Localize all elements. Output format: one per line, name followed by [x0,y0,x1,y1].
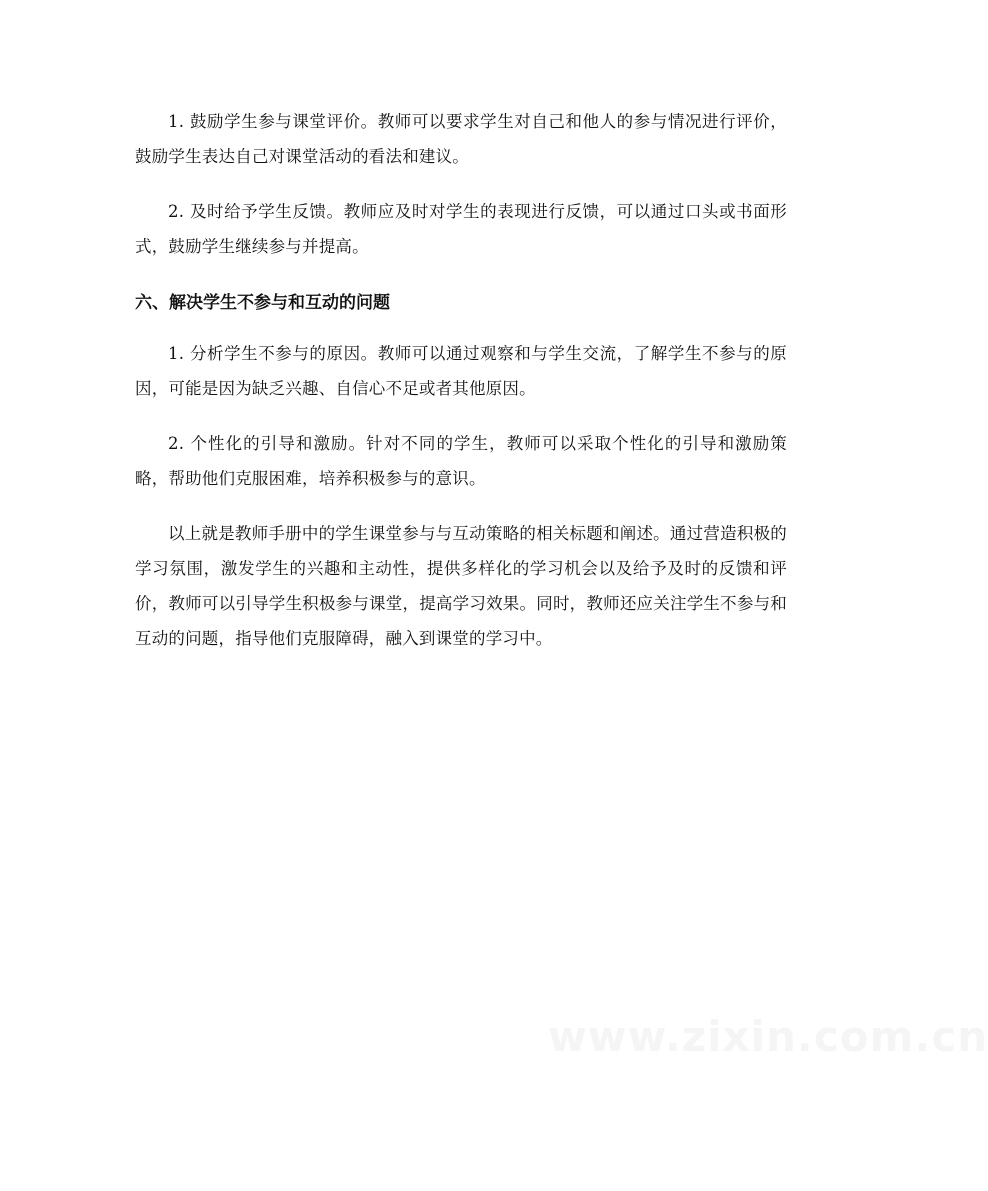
watermark: www.zixin.com.cn [548,1012,988,1061]
paragraph-analyze-reasons: 1. 分析学生不参与的原因。教师可以通过观察和与学生交流，了解学生不参与的原因，可能是因为缺乏兴趣、自信心不足或者其他原因。 [135,344,787,398]
section-heading: 六、解决学生不参与和互动的问题 [135,293,390,313]
paragraph-encourage-evaluation: 1. 鼓励学生参与课堂评价。教师可以要求学生对自己和他人的参与情况进行评价，鼓励学生表达自己对课堂活动的看法和建议。 [135,112,787,166]
paragraph-timely-feedback: 2. 及时给予学生反馈。教师应及时对学生的表现进行反馈，可以通过口头或书面形式，鼓励学生继续参与并提高。 [135,202,787,256]
paragraph-summary: 以上就是教师手册中的学生课堂参与与互动策略的相关标题和阐述。通过营造积极的学习氛围，激发学生的兴趣和主动性，提供多样化的学习机会以及给予及时的反馈和评价，教师可以引导学生积极参与课堂，提高学习效果。同时，教师还应关注学生不参与和互动的问题，指导他们克服障碍，融入到课堂的学习中。 [135,524,787,648]
paragraph-personalized-guidance: 2. 个性化的引导和激励。针对不同的学生，教师可以采取个性化的引导和激励策略，帮助他们克服困难，培养积极参与的意识。 [135,434,787,488]
document-body [135,104,787,676]
